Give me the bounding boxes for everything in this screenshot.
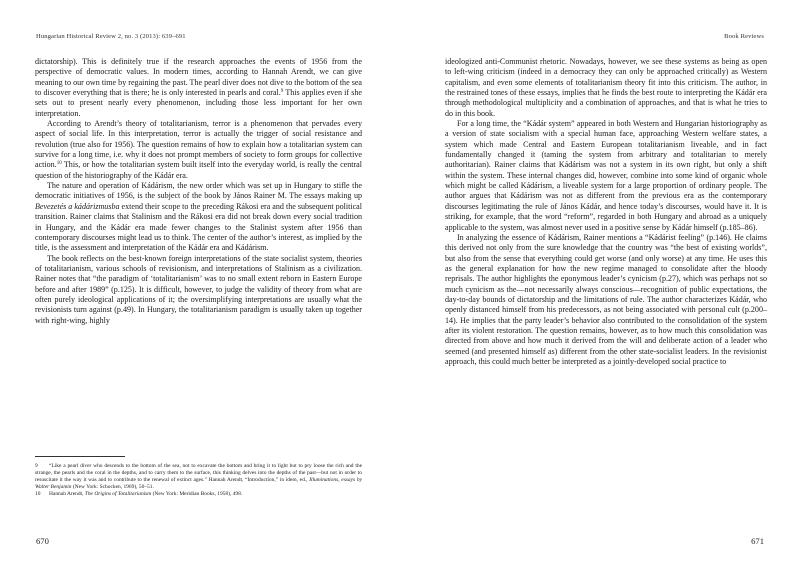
text-run: (New York: Meridian Books, 1958), 498. [151, 491, 243, 498]
paragraph [445, 233, 767, 367]
text-run: “Like a pearl diver who descends to the bottom of the sea, not to excavate the bottom and bring it to light but to pry loose the rich and the strange, the pearls and the coral in the depths, and to carry them to the surface, this thinking delves into the depths of the past—but not in order to resuscitate it the way it was and to contribute to the renewal of extinct ages.” Hannah Arendt, “Introduction,” in idem, ed., [35, 463, 362, 484]
text-run: For a long time, the “Kádár system” appeared in both Western and Hungarian historiography as a version of state socialism with a special human face, approaching Western welfare states, a system which made Central and Eastern European totalitarianism liveable, and in fact fundamentally changed it (taming the system from arbitrary and totalitarian to merely authoritarian). Rainer claims that Kádárism was not a system in its own right, but only a shift within the system. These internal changes did, however, combine into some kind of organic whole which might be called Kádárism, a liveable system for a large proportion of ordinary people. The author argues that Kádárism was not as different from the previous era as the contemporary discourses legitimating the rule of János Kádár, and hence today’s discourses, would have it. It is striking, for example, that the word “reform”, regarded in both Hungary and abroad as a uniquely applicable to the system, was almost never used in a positive sense by Kádár himself (p.185–86). [445, 119, 767, 232]
footnote-number: 10 [35, 491, 41, 498]
footnotes [35, 463, 362, 498]
paragraph [35, 119, 362, 181]
page-number-left: 670 [36, 536, 49, 546]
paragraph [35, 57, 362, 119]
running-head-journal: Hungarian Historical Review 2, no. 3 (2013): 639–691 [36, 33, 186, 40]
paragraph [445, 119, 767, 233]
text-run: The book reflects on the best-known foreign interpretations of the state socialist system, theories of totalitarianism, various schools of revisionism, and interpretations of Stalinism as a civilization. Rainer notes that “the paradigm of ‘totalitarianism’ was to no small extent reborn in Eastern Europe before and after 1989” (p.125). It is difficult, however, to judge the validity of theory from what are often purely ideological applications of it; the oversimplifying interpretations are usually what the revisionists turn against (p.49). In Hungary, the totalitarianism paradigm is usually taken up together with right-wing, highly [35, 253, 362, 325]
right-page [400, 0, 800, 567]
running-head-section: Book Reviews [724, 33, 764, 40]
footnote-ref: 9 [280, 89, 284, 95]
page-number-right: 671 [751, 536, 764, 546]
text-run: In analyzing the essence of Kádárism, Rainer mentions a “Kádárist feeling” (p.146). He claims this derived not only from the sure knowledge that the country was “the best of existing worlds”, but also from the sense that everything could get worse (and only worse) at any time. He uses this as the general explanation for how the new regime managed to consolidate after the bloody reprisals. The author highlights the eponymous leader’s cynicism (p.27), which was perhaps not so much cynicism as the—not necessarily always conscious—recognition of public expectations, the day-to-day bounds of dictatorship and the limitations of rule. The author characterizes Kádár, who openly distanced himself from his predecessors, as not being associated with personal cult (p.200–14). He implies that the party leader’s behavior also contributed to the consolidation of the system after its violent restoration. The question remains, however, as to how much this consolidation was directed from above and how much it derived from the will and deliberate action of a leader who seemed (and presented himself as) different from the other state-socialist leaders. In the revisionist approach, this could much better be interpreted as a jointly-developed social practice to [445, 232, 767, 366]
text-run: Hannah Arendt, [49, 491, 85, 498]
footnote-ref: 10 [56, 161, 62, 167]
italic-title: Bevezetés a kádárizmusba [35, 201, 120, 211]
footnote-divider [35, 456, 125, 457]
italic-title: Illuminations, essays by Walter Benjamin [35, 477, 363, 491]
text-run: This applies even if she sets out to present nearly every phenomenon, including those less important for her own interpretation. [35, 88, 362, 118]
right-body-text [445, 57, 767, 367]
text-run: According to Arendt’s theory of totalitarianism, terror is a phenomenon that pervades every aspect of social life. In this interpretation, terror is actually the trigger of social resistance and revolution (true also for 1956). The question remains of how to explain how a totalitarian system can survive for a long time, i.e. why it does not prompt members of society to form groups for collective action. [35, 119, 362, 170]
paragraph [35, 181, 362, 253]
paragraph [35, 254, 362, 326]
text-run: extend their scope to the preceding Rákosi era and the subsequent political transition. Rainer claims that Stalinism and the Rákosi era did not break down every social tradition in Hungary, and the Kádár era made fewer changes to the Stalinist system after 1956 than contemporary discourses might lead us to think. The center of the author’s interest, as implied by the title, is the assessment and interpretation of the Kádár era and Kádárism. [35, 201, 362, 253]
italic-title: The Origins of Totalitarianism [84, 491, 152, 498]
left-body-text [35, 57, 362, 326]
text-run: This, or how the totalitarian system built itself into the everyday world, is really the central question of the historiography of the Kádár era. [35, 160, 362, 180]
text-run: (New York: Schocken, 1969), 50–51. [71, 484, 154, 491]
text-run: The nature and operation of Kádárism, the new order which was set up in Hungary to stifle the democratic initiatives of 1956, is the subject of the book by János Rainer M. The essays making up [35, 181, 362, 201]
text-run: dictatorship). This is definitely true if the research approaches the events of 1956 from the perspective of democratic values. In modern times, according to Hannah Arendt, we can give meaning to our own time by regaining the past. The pearl diver does not dive to the bottom of the sea to discover everything that is there; he is only interested in pearls and coral. [35, 57, 362, 98]
footnote [35, 463, 362, 491]
footnote-number: 9 [35, 463, 38, 469]
text-run: ideologized anti-Communist rhetoric. Nowadays, however, we see these systems as being as open to left-wing criticism (indeed in a democracy they can only be approached critically) as Western capitalism, and even some elements of totalitarianism theory fit into this criticism. The author, in the restrained tones of these essays, implies that he finds the best route to interpreting the Kádár era through methodological multiplicity and a combination of approaches, and that is what he tries to do in this book. [445, 57, 767, 118]
footnote [35, 491, 362, 498]
paragraph [445, 57, 767, 119]
